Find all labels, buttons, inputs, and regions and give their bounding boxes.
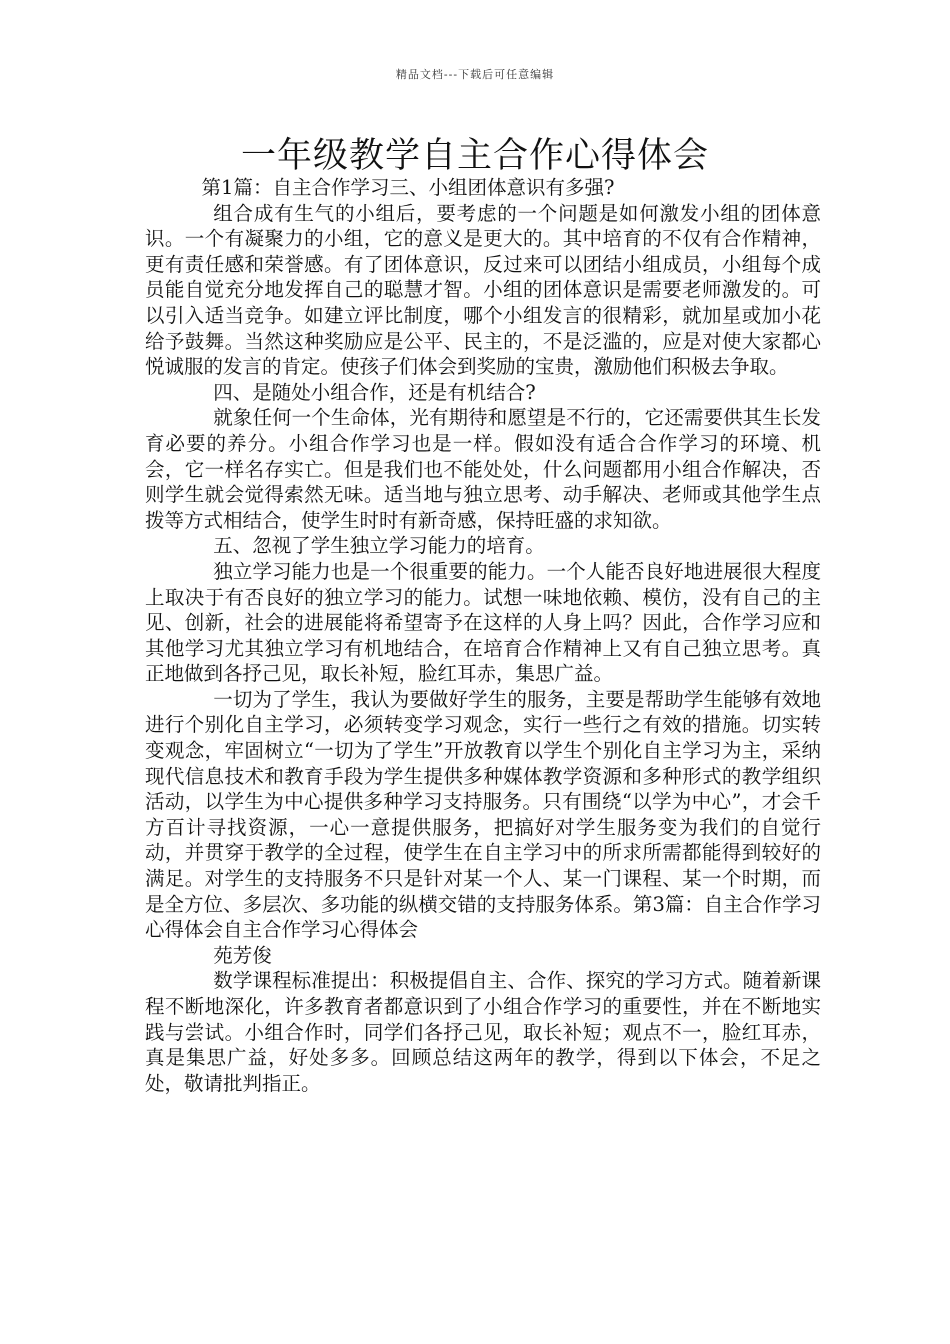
document-body [145,175,821,1096]
header-note: 精品文档---下载后可任意编辑 [395,68,555,81]
section-heading-part-1: 第1篇：自主合作学习三、小组团体意识有多强? [201,176,615,199]
document-title: 一年级教学自主合作心得体会 [240,136,709,176]
subheading-four: 四、是随处小组合作，还是有机结合? [213,380,536,404]
paragraph-independent-learning: 独立学习能力也是一个很重要的能力。一个人能否良好地进展很大程度上取决于有否良好的独立学习的能力。试想一味地依赖、模仿，没有自己的主见、创新，社会的进展能将希望寄予在这样的人身上吗？因此，合作学习应和其他学习尤其独立学习有机地结合，在培育合作精神上又有自己独立思考。真正地做到各抒己见，取长补短，脸红耳赤，集思广益。 [145,559,821,686]
subheading-five: 五、忽视了学生独立学习能力的培育。 [213,534,545,558]
author-name: 苑芳俊 [213,943,272,967]
paragraph-math-curriculum: 数学课程标准提出：积极提倡自主、合作、探究的学习方式。随着新课程不断地深化，许多教育者都意识到了小组合作学习的重要性，并在不断地实践与尝试。小组合作时，同学们各抒己见，取长补短；观点不一，脸红耳赤，真是集思广益，好处多多。回顾总结这两年的教学，得到以下体会，不足之处，敬请批判指正。 [145,969,821,1095]
paragraph-organic-combination: 就象任何一个生命体，光有期待和愿望是不行的，它还需要供其生长发育必要的养分。小组合作学习也是一样。假如没有适合合作学习的环境、机会，它一样名存实亡。但是我们也不能处处，什么问题都用小组合作解决，否则学生就会觉得索然无味。适当地与独立思考、动手解决、老师或其他学生点拨等方式相结合，使学生时时有新奇感，保持旺盛的求知欲。 [145,406,821,532]
paragraph-team-awareness: 组合成有生气的小组后，要考虑的一个问题是如何激发小组的团体意识。一个有凝聚力的小组，它的意义是更大的。其中培育的不仅有合作精神，更有责任感和荣誉感。有了团体意识，反过来可以团结小组成员，小组每个成员能自觉充分地发挥自己的聪慧才智。小组的团体意识是需要老师激发的。可以引入适当竞争。如建立评比制度，哪个小组发言的很精彩，就加星或加小花给予鼓舞。当然这种奖励应是公平、民主的，不是泛滥的，应是对使大家都心悦诚服的发言的肯定。使孩子们体会到奖励的宝贵，激励他们积极去争取。 [145,201,821,379]
paragraph-serving-students: 一切为了学生，我认为要做好学生的服务，主要是帮助学生能够有效地进行个别化自主学习，必须转变学习观念，实行一些行之有效的措施。切实转变观念，牢固树立“一切为了学生”开放教育以学生个别化自主学习为主，采纳现代信息技术和教育手段为学生提供多种媒体教学资源和多种形式的教学组织活动，以学生为中心提供多种学习支持服务。只有围绕“以学为中心”，才会千方百计寻找资源，一心一意提供服务，把搞好对学生服务变为我们的自觉行动，并贯穿于教学的全过程，使学生在自主学习中的所求所需都能得到较好的满足。对学生的支持服务不只是针对某一个人、某一门课程、某一个时期，而是全方位、多层次、多功能的纵横交错的支持服务体系。第3篇：自主合作学习心得体会自主合作学习心得体会 [145,687,821,942]
